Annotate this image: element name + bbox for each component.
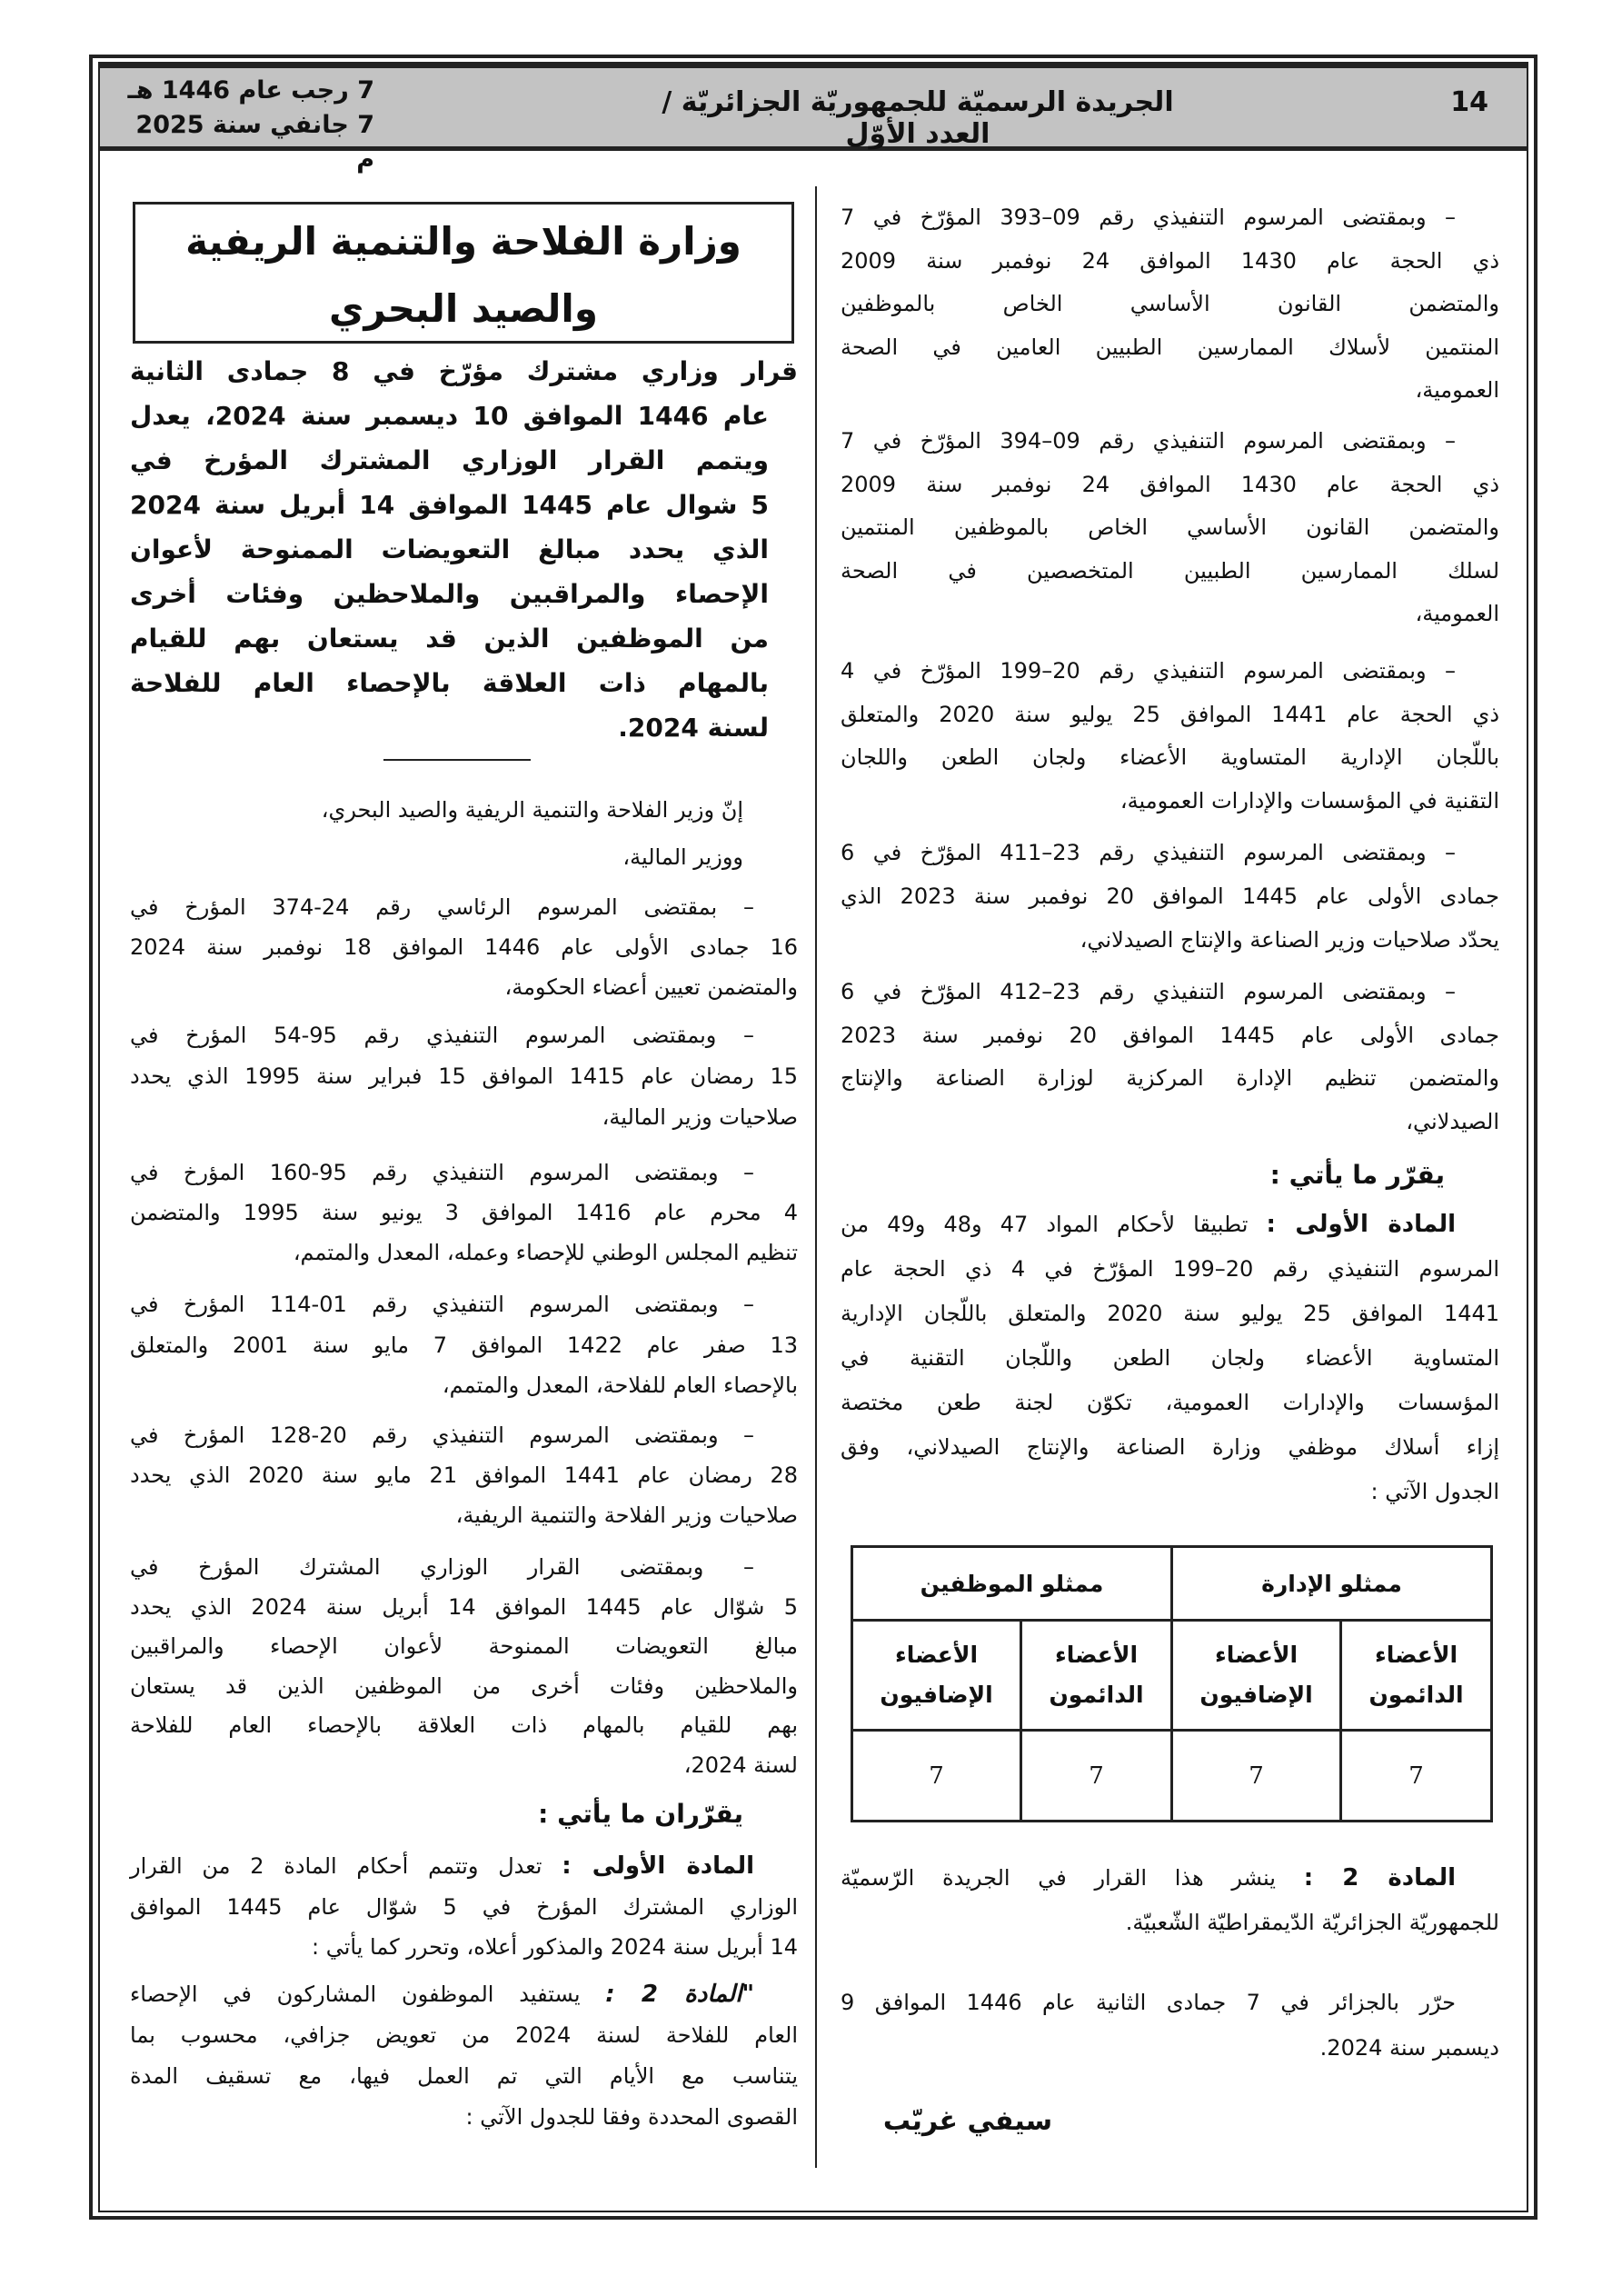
gazette-header: [100, 64, 1527, 174]
text-line: التقنية في المؤسسات والإدارات العمومية،: [1119, 788, 1499, 814]
text-line: 5 شوّال عام 1445 الموافق 14 أبريل سنة 2024 الذي يحدد: [130, 1593, 798, 1620]
text-line: – وبمقتضى المرسوم التنفيذي رقم 09–394 المؤرّخ في 7: [841, 428, 1457, 454]
text-line: تنظيم المجلس الوطني للإحصاء وعمله، المعدل والمتمم،: [293, 1240, 798, 1265]
article-text: ينشر هذا القرار في الجريدة الرّسميّة: [841, 1865, 1304, 1891]
decision-heading-line: ويتمم القرار الوزاري المشترك المؤرخ في: [130, 445, 769, 475]
text-line: جمادى الأولى عام 1445 الموافق 20 نوفمبر سنة 2023: [841, 1022, 1500, 1048]
table-cell: 7: [1021, 1731, 1172, 1822]
text-line: – وبمقتضى المرسوم التنفيذي رقم 95-160 المؤرخ في: [130, 1160, 755, 1185]
text-line: حرّر بالجزائر في 7 جمادى الثانية عام 1446 الموافق 9: [841, 1990, 1456, 2015]
text-line: إنّ وزير الفلاحة والتنمية الريفية والصيد البحري،: [321, 797, 743, 823]
table-sub-header: الأعضاء الدائمون: [1021, 1621, 1172, 1731]
text-line: – وبمقتضى المرسوم التنفيذي رقم 01-114 المؤرخ في: [130, 1292, 755, 1317]
article-label: المادة الأولى :: [562, 1852, 754, 1880]
text-line: [841, 1206, 1456, 1243]
decision-heading-line: عام 1446 الموافق 10 ديسمبر سنة 2024، يعدل: [130, 401, 770, 431]
column-divider: [815, 186, 817, 2168]
text-line: بهم للقيام بالمهام ذات العلاقة بالإحصاء العام للفلاحة: [130, 1712, 798, 1738]
gazette-title: الجريدة الرسميّة للجمهوريّة الجزائريّة / العدد الأوّل: [662, 86, 1174, 150]
text-line: ووزير المالية،: [622, 844, 743, 870]
text-line: والمتضمن تنظيم الإدارة المركزية لوزارة الصناعة والإنتاج: [841, 1065, 1499, 1091]
text-line: ديسمبر سنة 2024.: [1319, 2035, 1499, 2061]
text-line: العمومية،: [1415, 601, 1499, 626]
text-line: – وبمقتضى المرسوم التنفيذي رقم 23–411 المؤرّخ في 6: [841, 840, 1457, 865]
text-line: القصوى المحددة وفقا للجدول الآتي :: [465, 2104, 798, 2130]
article-label: المادة الأولى :: [1266, 1211, 1456, 1238]
text-line: والمتضمن القانون الأساسي الخاص بالموظفين المنتمين: [841, 514, 1499, 540]
text-line: – بمقتضى المرسوم الرئاسي رقم 24-374 المؤرخ في: [130, 894, 754, 920]
decision-heading-line: بالمهام ذات العلاقة بالإحصاء العام للفلاحة: [130, 668, 769, 698]
text-line: يحدّد صلاحيات وزير الصناعة والإنتاج الصيدلاني،: [1080, 927, 1499, 953]
ministry-title-line: وزارة الفلاحة والتنمية الريفية: [185, 219, 741, 264]
article-text: تعدل وتتمم أحكام المادة 2 من القرار: [130, 1853, 562, 1879]
text-line: العام للفلاحة لسنة 2024 من تعويض جزافي، محسوب بما: [130, 2022, 799, 2048]
decision-heading-line: قرار وزاري مشترك مؤرّخ في 8 جمادى الثانية: [130, 356, 798, 386]
text-line: والمتضمن تعيين أعضاء الحكومة،: [504, 974, 798, 1000]
decision-heading-line: الذي يحدد مبالغ التعويضات الممنوحة لأعوان: [130, 534, 769, 564]
date-gregorian: 7 جانفي سنة 2025 م: [135, 111, 374, 174]
table-cell: 7: [1341, 1731, 1492, 1822]
text-line: 4 محرم عام 1416 الموافق 3 يونيو سنة 1995 والمتضمن: [130, 1200, 798, 1225]
text-line: 1441 الموافق 25 يوليو سنة 2020 والمتعلق باللّجان الإدارية: [841, 1301, 1500, 1326]
date-hijri: 7 رجب عام 1446 هـ: [127, 76, 374, 105]
text-line: 13 صفر عام 1422 الموافق 7 مايو سنة 2001 والمتعلق: [130, 1332, 798, 1358]
text-line: جمادى الأولى عام 1445 الموافق 20 نوفمبر سنة 2023 الذي: [841, 883, 1500, 909]
text-line: [130, 1848, 754, 1884]
text-line: 14 أبريل سنة 2024 والمذكور أعلاه، وتحرر كما يأتي :: [311, 1934, 798, 1960]
table-group-header: ممثلو الموظفين: [852, 1547, 1172, 1621]
decision-heading-line: 5 شوال عام 1445 الموافق 14 أبريل سنة 2024: [130, 490, 769, 520]
text-line: صلاحيات وزير الفلاحة والتنمية الريفية،: [455, 1502, 798, 1528]
text-line: لسنة 2024،: [683, 1752, 798, 1778]
table-cell: 7: [852, 1731, 1021, 1822]
article-text: يستفيد الموظفون المشاركون في الإحصاء: [130, 1982, 606, 2007]
signature-name: سيفي غريّب: [882, 2105, 1053, 2137]
decision-heading-line: من الموظفين الذين قد يستعان بهم للقيام: [130, 624, 769, 654]
ministry-title-box: [133, 202, 794, 344]
text-line: للجمهوريّة الجزائريّة الدّيمقراطيّة الشّعبيّة.: [1125, 1910, 1499, 1935]
table-sub-header: الأعضاء الدائمون: [1341, 1621, 1492, 1731]
table-cell: 7: [1172, 1731, 1341, 1822]
text-line: والملاحظين وفئات أخرى من الموظفين الذين قد يستعان: [130, 1672, 798, 1699]
text-line: مبالغ التعويضات الممنوحة لأعوان الإحصاء والمراقبين: [130, 1633, 798, 1659]
text-line: [130, 1976, 754, 2012]
text-line: الجدول الآتي :: [1370, 1479, 1499, 1504]
committee-composition-table: [851, 1545, 1493, 1822]
text-line: الصيدلاني،: [1406, 1108, 1499, 1134]
text-line: ذي الحجة عام 1430 الموافق 24 نوفمبر سنة 2009: [841, 471, 1500, 497]
text-line: صلاحيات وزير المالية،: [602, 1104, 798, 1130]
text-line: المؤسسات والإدارات العمومية، تكوّن لجنة طعن مختصة: [841, 1390, 1499, 1415]
text-line: – وبمقتضى المرسوم التنفيذي رقم 09–393 المؤرّخ في 7: [841, 205, 1457, 230]
text-line: – وبمقتضى المرسوم التنفيذي رقم 23–412 المؤرّخ في 6: [841, 979, 1457, 1004]
text-line: ذي الحجة عام 1430 الموافق 24 نوفمبر سنة 2009: [841, 247, 1500, 274]
text-line: لسلك الممارسين الطبيين المتخصصين في الصحة: [841, 557, 1499, 584]
table-group-header: ممثلو الإدارة: [1172, 1547, 1492, 1621]
decision-heading-line: لسنة 2024.: [618, 713, 769, 743]
text-line: إزاء أسلاك موظفي وزارة الصناعة والإنتاج الصيدلاني، وفق: [841, 1434, 1499, 1460]
issue-date: [120, 74, 374, 177]
text-line: الوزاري المشترك المؤرخ في 5 شوّال عام 1445 الموافق: [130, 1893, 798, 1920]
text-line: المتساوية الأعضاء ولجان الطعن واللّجان التقنية في: [841, 1345, 1499, 1371]
text-line: باللّجان الإدارية المتساوية الأعضاء ولجان الطعن واللجان: [841, 744, 1499, 771]
text-line: يقرّر ما يأتي :: [1269, 1160, 1445, 1190]
decision-heading-line: الإحصاء والمراقبين والملاحظين وفئات أخرى: [130, 579, 769, 609]
text-line: ذي الحجة عام 1441 الموافق 25 يوليو سنة 2020 والمتعلق: [841, 701, 1500, 727]
article-text: تطبيقا لأحكام المواد 47 و48 و49 من: [841, 1212, 1267, 1237]
text-line: العمومية،: [1415, 377, 1499, 403]
text-line: 28 رمضان عام 1441 الموافق 21 مايو سنة 2020 الذي يحدد: [130, 1462, 798, 1488]
article-label: المادة 2 :: [1303, 1864, 1456, 1892]
text-line: – وبمقتضى المرسوم التنفيذي رقم 20-128 المؤرخ في: [130, 1423, 755, 1448]
text-line: والمتضمن القانون الأساسي الخاص بالموظفين: [841, 291, 1499, 316]
separator-rule: [383, 759, 531, 761]
page-number: 14: [1450, 86, 1488, 118]
text-line: 15 رمضان عام 1415 الموافق 15 فبراير سنة 1995 الذي يحدد: [130, 1063, 799, 1089]
text-line: [841, 1860, 1456, 1896]
ministry-title-line: والصيد البحري: [329, 286, 598, 331]
text-line: يقرّران ما يأتي :: [538, 1799, 743, 1829]
text-line: المنتمين لأسلاك الممارسين الطبيين العامين في الصحة: [841, 334, 1499, 360]
text-line: المرسوم التنفيذي رقم 20–199 المؤرّخ في 4 ذي الحجة عام: [841, 1256, 1500, 1282]
text-line: 16 جمادى الأولى عام 1446 الموافق 18 نوفمبر سنة 2024: [130, 934, 799, 960]
text-line: بالإحصاء العام للفلاحة، المعدل والمتمم،: [442, 1373, 798, 1398]
text-line: – وبمقتضى المرسوم التنفيذي رقم 20–199 المؤرّخ في 4: [841, 658, 1457, 684]
article-label: "المادة 2 :: [605, 1981, 754, 2008]
table-sub-header: الأعضاء الإضافيون: [1172, 1621, 1341, 1731]
text-line: يتناسب مع الأيام التي تم العمل فيها، مع تسقيف المدة: [130, 2063, 798, 2089]
text-line: – وبمقتضى المرسوم التنفيذي رقم 95-54 المؤرخ في: [130, 1023, 755, 1048]
text-line: – وبمقتضى القرار الوزاري المشترك المؤرخ في: [130, 1554, 754, 1580]
table-sub-header: الأعضاء الإضافيون: [852, 1621, 1021, 1731]
